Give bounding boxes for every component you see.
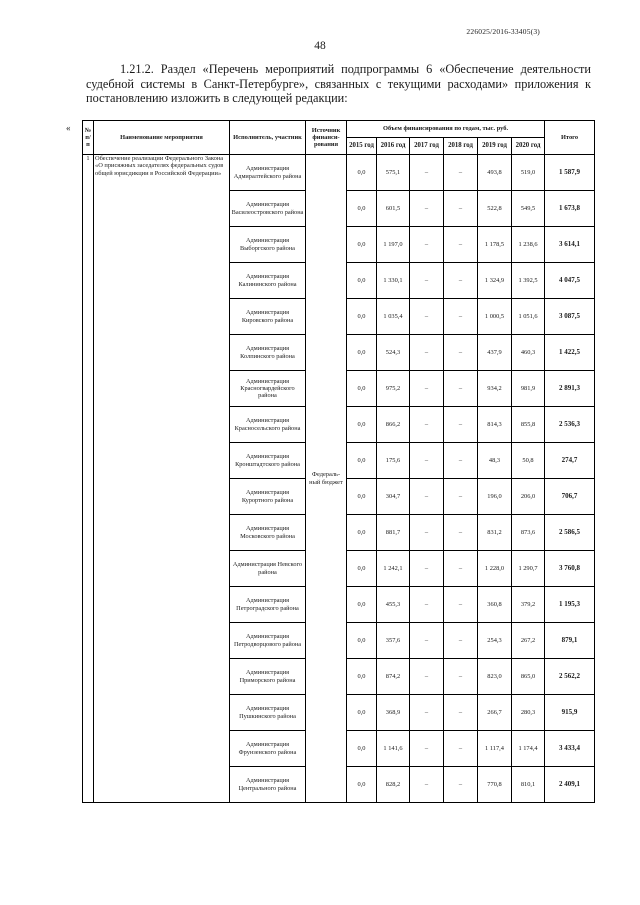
executor: Администрация Московского района	[230, 515, 306, 551]
intro-paragraph: 1.21.2. Раздел «Перечень мероприятий подпрограммы 6 «Обеспечение деятельности судебной системы в Санкт-Петербурге», связанных с текущими расходами» приложения к постановлению изложить в следующей редакции:	[86, 62, 591, 105]
value-2020: 865,0	[512, 659, 545, 695]
executor: Администрация Красногвардейского района	[230, 371, 306, 407]
value-2016: 601,5	[377, 191, 410, 227]
value-2017: –	[410, 659, 444, 695]
header-funding-volume: Объем финансирования по годам, тыс. руб.	[347, 121, 545, 138]
value-2016: 524,3	[377, 335, 410, 371]
executor: Администрация Василеостровского района	[230, 191, 306, 227]
value-2020: 1 051,6	[512, 299, 545, 335]
value-2018: –	[444, 443, 478, 479]
activity-name: Обеспечение реализации Федерального Закона «О присяжных заседателях федеральных судов общей юрисдикции в Российской Федерации»	[94, 155, 230, 803]
header-total: Итого	[545, 121, 595, 155]
value-2020: 50,8	[512, 443, 545, 479]
value-2016: 1 141,6	[377, 731, 410, 767]
value-2017: –	[410, 587, 444, 623]
row-total: 2 891,3	[545, 371, 595, 407]
value-2016: 975,2	[377, 371, 410, 407]
header-funding-source: Источник финанси-рования	[306, 121, 347, 155]
value-2019: 196,0	[478, 479, 512, 515]
value-2017: –	[410, 767, 444, 803]
value-2017: –	[410, 515, 444, 551]
value-2015: 0,0	[347, 299, 377, 335]
value-2016: 175,6	[377, 443, 410, 479]
value-2020: 873,6	[512, 515, 545, 551]
value-2020: 267,2	[512, 623, 545, 659]
value-2019: 823,0	[478, 659, 512, 695]
value-2015: 0,0	[347, 479, 377, 515]
value-2016: 1 242,1	[377, 551, 410, 587]
value-2019: 1 000,5	[478, 299, 512, 335]
value-2015: 0,0	[347, 191, 377, 227]
value-2017: –	[410, 335, 444, 371]
activities-table	[82, 120, 595, 803]
value-2017: –	[410, 695, 444, 731]
executor: Администрация Красносельского района	[230, 407, 306, 443]
value-2015: 0,0	[347, 335, 377, 371]
value-2015: 0,0	[347, 227, 377, 263]
executor: Администрация Петроградского района	[230, 587, 306, 623]
value-2018: –	[444, 695, 478, 731]
value-2020: 1 238,6	[512, 227, 545, 263]
value-2015: 0,0	[347, 263, 377, 299]
value-2017: –	[410, 479, 444, 515]
header-number: № п/п	[83, 121, 94, 155]
value-2017: –	[410, 623, 444, 659]
row-total: 706,7	[545, 479, 595, 515]
value-2020: 981,9	[512, 371, 545, 407]
value-2019: 1 228,0	[478, 551, 512, 587]
value-2015: 0,0	[347, 587, 377, 623]
value-2019: 360,8	[478, 587, 512, 623]
row-total: 4 047,5	[545, 263, 595, 299]
value-2016: 874,2	[377, 659, 410, 695]
value-2015: 0,0	[347, 623, 377, 659]
executor: Администрация Невского района	[230, 551, 306, 587]
value-2019: 254,3	[478, 623, 512, 659]
executor: Администрация Курортного района	[230, 479, 306, 515]
executor: Администрация Кировского района	[230, 299, 306, 335]
value-2018: –	[444, 515, 478, 551]
row-total: 3 614,1	[545, 227, 595, 263]
row-total: 2 586,5	[545, 515, 595, 551]
value-2015: 0,0	[347, 731, 377, 767]
value-2017: –	[410, 227, 444, 263]
value-2019: 266,7	[478, 695, 512, 731]
value-2020: 1 392,5	[512, 263, 545, 299]
value-2018: –	[444, 191, 478, 227]
value-2018: –	[444, 587, 478, 623]
executor: Администрация Выборгского района	[230, 227, 306, 263]
value-2018: –	[444, 155, 478, 191]
value-2018: –	[444, 767, 478, 803]
header-year-2015: 2015 год	[347, 138, 377, 155]
value-2016: 1 330,1	[377, 263, 410, 299]
row-total: 1 673,8	[545, 191, 595, 227]
value-2020: 810,1	[512, 767, 545, 803]
value-2018: –	[444, 299, 478, 335]
value-2016: 357,6	[377, 623, 410, 659]
row-total: 1 587,9	[545, 155, 595, 191]
value-2019: 831,2	[478, 515, 512, 551]
row-number: 1	[83, 155, 94, 803]
row-total: 1 422,5	[545, 335, 595, 371]
value-2017: –	[410, 443, 444, 479]
value-2017: –	[410, 371, 444, 407]
value-2017: –	[410, 191, 444, 227]
value-2016: 866,2	[377, 407, 410, 443]
row-total: 2 562,2	[545, 659, 595, 695]
value-2016: 575,1	[377, 155, 410, 191]
value-2020: 1 290,7	[512, 551, 545, 587]
value-2019: 1 178,5	[478, 227, 512, 263]
value-2015: 0,0	[347, 695, 377, 731]
value-2019: 493,8	[478, 155, 512, 191]
value-2019: 522,8	[478, 191, 512, 227]
value-2019: 1 324,9	[478, 263, 512, 299]
value-2018: –	[444, 335, 478, 371]
document-number: 226025/2016-33405(3)	[466, 27, 540, 36]
value-2016: 881,7	[377, 515, 410, 551]
value-2015: 0,0	[347, 515, 377, 551]
value-2018: –	[444, 263, 478, 299]
value-2017: –	[410, 551, 444, 587]
executor: Администрация Адмиралтейского района	[230, 155, 306, 191]
row-total: 1 195,3	[545, 587, 595, 623]
value-2019: 770,8	[478, 767, 512, 803]
executor: Администрация Колпинского района	[230, 335, 306, 371]
value-2018: –	[444, 227, 478, 263]
row-total: 2 409,1	[545, 767, 595, 803]
value-2018: –	[444, 551, 478, 587]
value-2019: 814,3	[478, 407, 512, 443]
value-2020: 460,3	[512, 335, 545, 371]
value-2017: –	[410, 407, 444, 443]
header-year-2017: 2017 год	[410, 138, 444, 155]
header-year-2020: 2020 год	[512, 138, 545, 155]
value-2018: –	[444, 659, 478, 695]
value-2018: –	[444, 623, 478, 659]
value-2017: –	[410, 263, 444, 299]
header-executor: Исполнитель, участник	[230, 121, 306, 155]
row-total: 3 760,8	[545, 551, 595, 587]
value-2020: 855,8	[512, 407, 545, 443]
table-body	[83, 155, 595, 803]
value-2018: –	[444, 371, 478, 407]
executor: Администрация Пушкинского района	[230, 695, 306, 731]
row-total: 274,7	[545, 443, 595, 479]
value-2015: 0,0	[347, 767, 377, 803]
value-2017: –	[410, 155, 444, 191]
value-2019: 934,2	[478, 371, 512, 407]
value-2016: 455,3	[377, 587, 410, 623]
value-2020: 379,2	[512, 587, 545, 623]
value-2015: 0,0	[347, 551, 377, 587]
value-2016: 828,2	[377, 767, 410, 803]
executor: Администрация Калининского района	[230, 263, 306, 299]
value-2020: 280,3	[512, 695, 545, 731]
value-2015: 0,0	[347, 443, 377, 479]
row-total: 915,9	[545, 695, 595, 731]
value-2015: 0,0	[347, 407, 377, 443]
page-number: 48	[314, 40, 326, 52]
value-2019: 1 117,4	[478, 731, 512, 767]
value-2018: –	[444, 479, 478, 515]
value-2018: –	[444, 407, 478, 443]
value-2020: 206,0	[512, 479, 545, 515]
row-total: 3 087,5	[545, 299, 595, 335]
value-2017: –	[410, 731, 444, 767]
value-2016: 304,7	[377, 479, 410, 515]
row-total: 879,1	[545, 623, 595, 659]
header-year-2016: 2016 год	[377, 138, 410, 155]
value-2019: 437,9	[478, 335, 512, 371]
executor: Администрация Кронштадтского района	[230, 443, 306, 479]
header-activity-name: Наименование мероприятия	[94, 121, 230, 155]
executor: Администрация Фрунзенского района	[230, 731, 306, 767]
value-2016: 368,9	[377, 695, 410, 731]
executor: Администрация Петродворцового района	[230, 623, 306, 659]
value-2016: 1 035,4	[377, 299, 410, 335]
value-2017: –	[410, 299, 444, 335]
value-2018: –	[444, 731, 478, 767]
value-2020: 519,0	[512, 155, 545, 191]
table-row	[83, 155, 595, 191]
row-total: 3 433,4	[545, 731, 595, 767]
row-total: 2 536,3	[545, 407, 595, 443]
header-year-2018: 2018 год	[444, 138, 478, 155]
value-2016: 1 197,0	[377, 227, 410, 263]
opening-quote-mark: «	[66, 123, 71, 133]
value-2020: 549,5	[512, 191, 545, 227]
value-2020: 1 174,4	[512, 731, 545, 767]
header-year-2019: 2019 год	[478, 138, 512, 155]
value-2015: 0,0	[347, 155, 377, 191]
value-2015: 0,0	[347, 371, 377, 407]
value-2015: 0,0	[347, 659, 377, 695]
funding-source: Федераль-ный бюджет	[306, 155, 347, 803]
executor: Администрация Приморского района	[230, 659, 306, 695]
value-2019: 48,3	[478, 443, 512, 479]
executor: Администрация Центрального района	[230, 767, 306, 803]
